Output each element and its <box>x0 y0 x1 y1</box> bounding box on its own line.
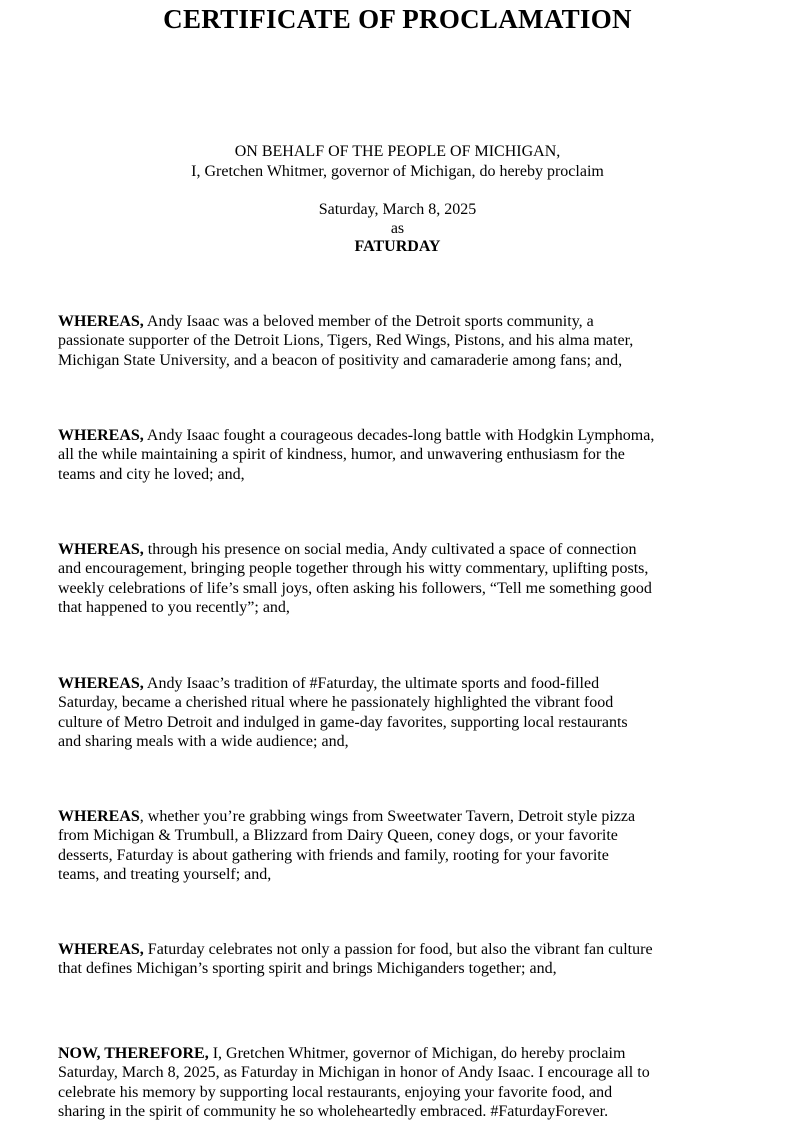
paragraph-text: through his presence on social media, Andy cultivated a space of connection <box>143 541 637 558</box>
whereas-paragraph-1 <box>58 312 758 370</box>
preamble <box>0 142 795 182</box>
whereas-label: WHEREAS, <box>58 941 144 958</box>
paragraph-text: Saturday, became a cherished ritual where he passionately highlighted the vibrant food <box>58 694 614 712</box>
whereas-paragraph-2 <box>58 426 758 484</box>
therefore-label: NOW, THEREFORE, <box>58 1045 209 1062</box>
paragraph-text: culture of Metro Detroit and indulged in game-day favorites, supporting local restaurants <box>58 713 628 731</box>
paragraph-text: that defines Michigan’s sporting spirit and brings Michiganders together; and, <box>58 960 557 978</box>
whereas-paragraph-3 <box>58 540 758 618</box>
whereas-label: WHEREAS, <box>58 427 144 444</box>
proclamation-name: FATURDAY <box>354 238 441 255</box>
paragraph-text: , whether you’re grabbing wings from Sweetwater Tavern, Detroit style pizza <box>139 808 636 825</box>
paragraph-text: and encouragement, bringing people together through his witty commentary, uplifting posts, <box>58 560 649 578</box>
proclamation-connector: as <box>390 220 405 237</box>
paragraph-text: and sharing meals with a wide audience; and, <box>58 733 349 751</box>
certificate-title: CERTIFICATE OF PROCLAMATION <box>163 4 632 34</box>
paragraph-text: Andy Isaac fought a courageous decades-long battle with Hodgkin Lymphoma, <box>143 427 655 444</box>
paragraph-text: teams, and treating yourself; and, <box>58 866 272 884</box>
preamble-line-1: ON BEHALF OF THE PEOPLE OF MICHIGAN, <box>234 143 561 160</box>
paragraph-text: from Michigan & Trumbull, a Blizzard from Dairy Queen, coney dogs, or your favorite <box>58 827 618 845</box>
therefore-paragraph <box>58 1044 758 1122</box>
whereas-paragraph-4 <box>58 674 758 752</box>
paragraph-text: teams and city he loved; and, <box>58 465 245 483</box>
paragraph-text: Andy Isaac’s tradition of #Faturday, the ultimate sports and food-filled <box>143 675 600 692</box>
whereas-paragraph-6 <box>58 940 758 979</box>
whereas-label: WHEREAS, <box>58 675 144 692</box>
preamble-line-2: I, Gretchen Whitmer, governor of Michigan, do hereby proclaim <box>191 163 604 180</box>
paragraph-text: Faturday celebrates not only a passion for food, but also the vibrant fan culture <box>143 941 653 958</box>
whereas-label: WHEREAS, <box>58 541 144 558</box>
paragraph-text: I, Gretchen Whitmer, governor of Michigan, do hereby proclaim <box>208 1045 626 1062</box>
whereas-label: WHEREAS, <box>58 313 144 330</box>
paragraph-text: all the while maintaining a spirit of kindness, humor, and unwavering enthusiasm for the <box>58 446 625 464</box>
paragraph-text: that happened to you recently”; and, <box>58 599 290 617</box>
paragraph-text: passionate supporter of the Detroit Lions, Tigers, Red Wings, Pistons, and his alma mater, <box>58 332 634 350</box>
proclamation-date: Saturday, March 8, 2025 <box>318 201 477 218</box>
paragraph-text: celebrate his memory by supporting local restaurants, enjoying your favorite food, and <box>58 1083 613 1101</box>
paragraph-text: Saturday, March 8, 2025, as Faturday in Michigan in honor of Andy Isaac. I encourage all to <box>58 1064 650 1082</box>
paragraph-text: Michigan State University, and a beacon of positivity and camaraderie among fans; and, <box>58 351 623 369</box>
paragraph-text: Andy Isaac was a beloved member of the Detroit sports community, a <box>143 313 594 330</box>
whereas-paragraph-5 <box>58 807 758 885</box>
proclamation-block <box>0 200 795 257</box>
paragraph-text: weekly celebrations of life’s small joys, often asking his followers, “Tell me something good <box>58 579 652 597</box>
paragraph-text: sharing in the spirit of community he so wholeheartedly embraced. #FaturdayForever. <box>58 1103 609 1121</box>
paragraph-text: desserts, Faturday is about gathering with friends and family, rooting for your favorite <box>58 846 609 864</box>
whereas-label: WHEREAS <box>58 808 140 825</box>
